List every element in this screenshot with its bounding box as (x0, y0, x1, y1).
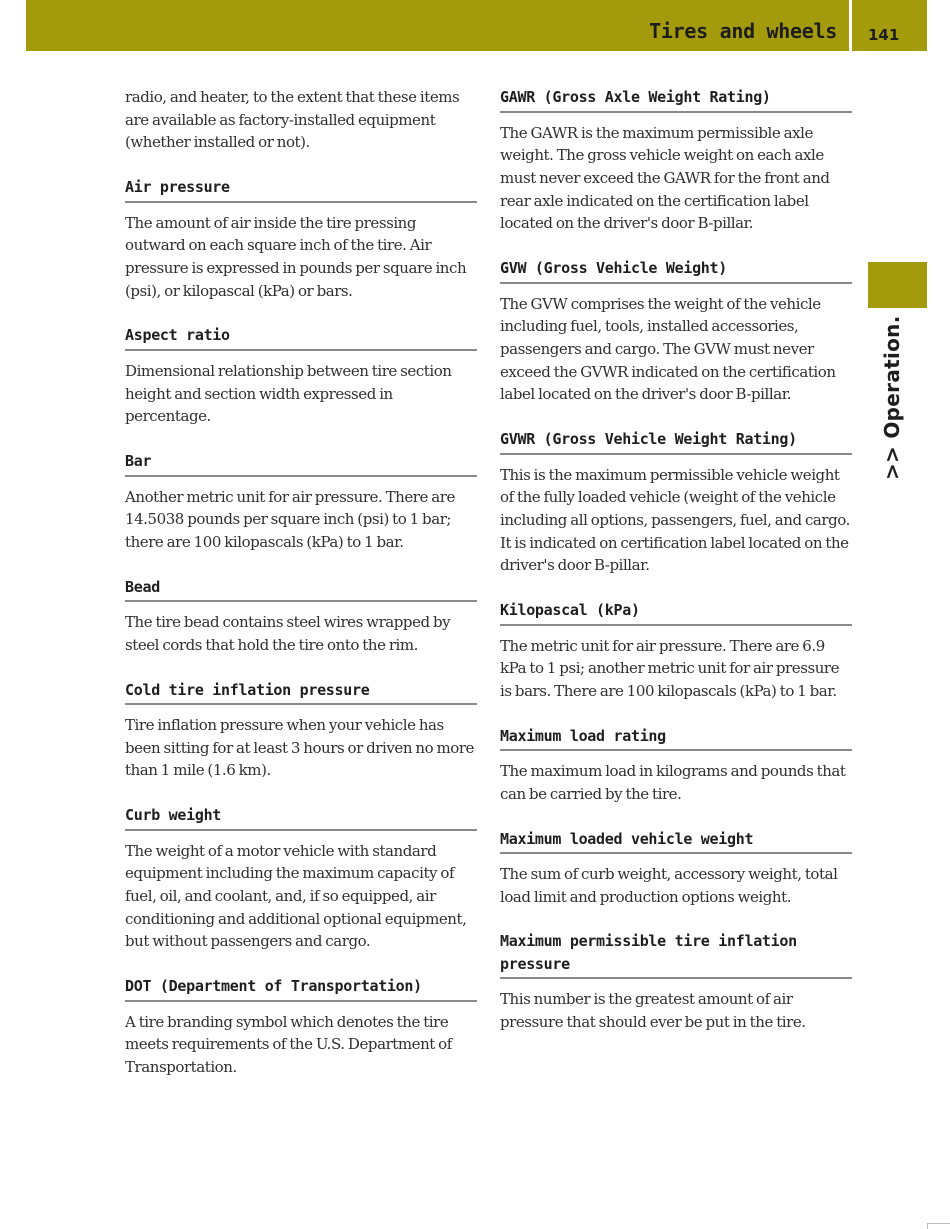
glossary-definition: The amount of air inside the tire pressing outward on each square inch of the tire. Air pressure is expressed in pounds per square inch (psi), or kilopascal (kPa) or bars. (125, 213, 467, 300)
glossary-definition: The sum of curb weight, accessory weight, total load limit and production options weight. (500, 865, 838, 906)
glossary-term: Cold tire inflation pressure (125, 679, 477, 706)
glossary-definition: The metric unit for air pressure. There are 6.9 kPa to 1 psi; another metric unit for air pressure is bars. There are 100 kilopascals (kPa) to 1 bar. (500, 636, 840, 700)
section-title: Tires and wheels (649, 19, 837, 43)
glossary-definition: A tire branding symbol which denotes the tire meets requirements of the U.S. Department of Transportation. (125, 1012, 452, 1077)
glossary-definition: Another metric unit for air pressure. There are 14.5038 pounds per square inch (psi) to 1 bar; there are 100 kilopascals (kPa) to 1 bar. (125, 487, 455, 551)
glossary-entry-gvw (500, 257, 852, 406)
glossary-entry-curb-weight (125, 804, 477, 953)
glossary-term: Kilopascal (kPa) (500, 599, 852, 626)
glossary-entry-maximum-load-rating (500, 725, 852, 806)
glossary-term: GAWR (Gross Axle Weight Rating) (500, 86, 852, 113)
glossary-definition: This is the maximum permissible vehicle weight of the fully loaded vehicle (weight of the vehicle including all options, passengers, fuel, and cargo. It is indicated on certification label located on the driver's door B-pillar. (500, 465, 850, 575)
glossary-entry-dot (125, 975, 477, 1079)
glossary-definition: This number is the greatest amount of air pressure that should ever be put in the tire. (500, 990, 806, 1032)
glossary-entry-gvwr (500, 428, 852, 577)
header-divider (849, 0, 852, 51)
glossary-definition: The weight of a motor vehicle with standard equipment including the maximum capacity of fuel, oil, and coolant, and, if so equipped, air conditioning and additional optional equipment, but without passengers and cargo. (125, 841, 467, 951)
glossary-definition: Tire inflation pressure when your vehicle has been sitting for at least 3 hours or driven no more than 1 mile (1.6 km). (125, 716, 474, 780)
glossary-definition: The tire bead contains steel wires wrapped by steel cords that hold the tire onto the rim. (125, 613, 451, 654)
glossary-entry-maximum-loaded-vehicle-weight (500, 828, 852, 909)
glossary-definition: The GVW comprises the weight of the vehicle including fuel, tools, installed accessories, passengers and cargo. The GVW must never exceed the GVWR indicated on the certification label located on the driver's door B-pillar. (500, 294, 836, 404)
glossary-entry-maximum-permissible-tire-inflation-pressure (500, 930, 852, 1033)
glossary-term: Bar (125, 450, 477, 477)
glossary-definition: The maximum load in kilograms and pounds that can be carried by the tire. (500, 762, 846, 803)
intro-text: radio, and heater, to the extent that these items are available as factory-installed equipment (whether installed or not). (125, 88, 460, 152)
glossary-term: Maximum loaded vehicle weight (500, 828, 852, 855)
page-number: 141 (868, 26, 900, 44)
glossary-term: Bead (125, 576, 477, 603)
glossary-term: DOT (Department of Transportation) (125, 975, 477, 1002)
chapter-tab-label: >> Operation. (880, 315, 904, 480)
glossary-definition: Dimensional relationship between tire section height and section width expressed in percentage. (125, 361, 452, 426)
glossary-entry-cold-tire-inflation-pressure (125, 679, 477, 783)
glossary-term: Maximum load rating (500, 725, 852, 752)
glossary-term: Aspect ratio (125, 324, 477, 351)
glossary-term: Air pressure (125, 176, 477, 203)
glossary-entry-air-pressure (125, 176, 477, 302)
glossary-term: GVWR (Gross Vehicle Weight Rating) (500, 428, 852, 455)
glossary-entry-bar (125, 450, 477, 554)
glossary-term: Maximum permissible tire inflation pressure (500, 930, 852, 979)
glossary-definition: The GAWR is the maximum permissible axle weight. The gross vehicle weight on each axle must never exceed the GAWR for the front and rear axle indicated on the certification label located on the driver's door B-pillar. (500, 123, 830, 233)
glossary-entry-aspect-ratio (125, 324, 477, 428)
glossary-term: GVW (Gross Vehicle Weight) (500, 257, 852, 284)
glossary-entry-kilopascal (500, 599, 852, 703)
chapter-tab-marker (868, 262, 927, 308)
glossary-entry-gawr (500, 86, 852, 235)
glossary-term: Curb weight (125, 804, 477, 831)
crop-mark (927, 1223, 950, 1229)
intro-continuation (125, 86, 477, 154)
right-column (500, 86, 852, 1034)
glossary-entry-bead (125, 576, 477, 657)
left-column (125, 86, 477, 1079)
